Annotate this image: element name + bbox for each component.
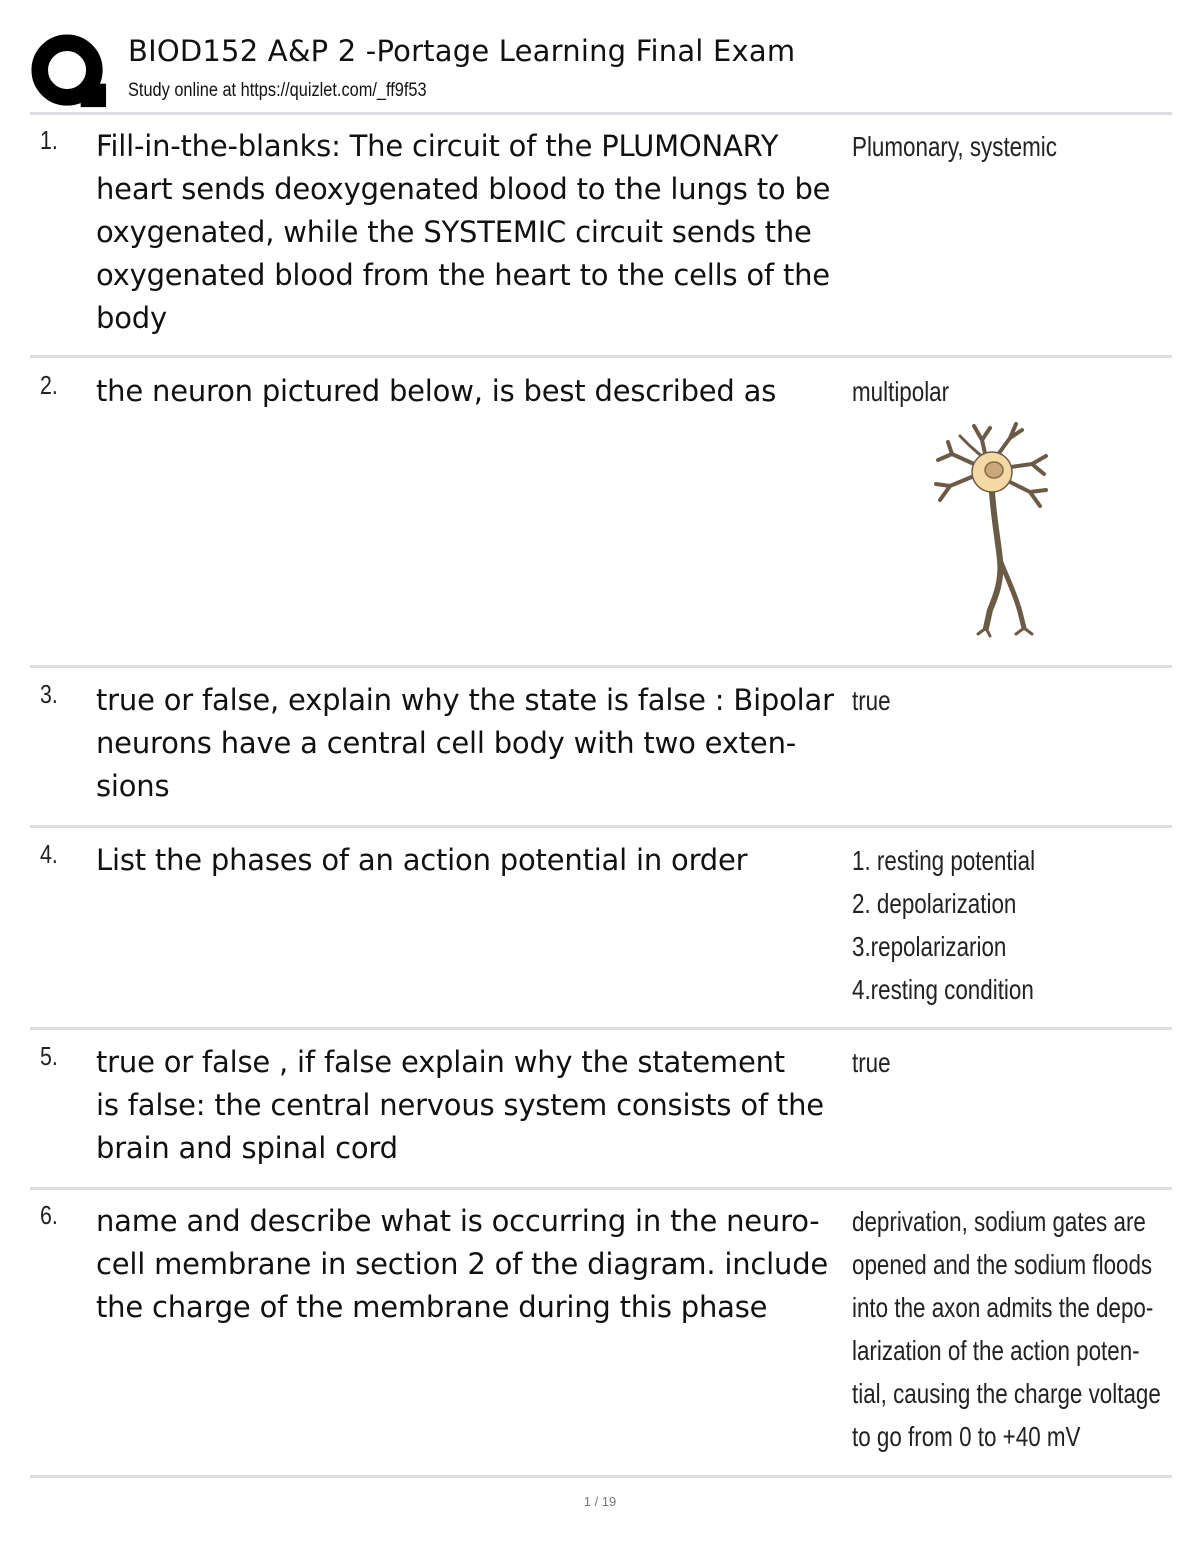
page-indicator: 1 / 19 <box>583 1494 617 1509</box>
card-answer: Plumonary, systemic <box>852 131 1057 162</box>
card-number: 4. <box>40 839 58 869</box>
divider <box>30 355 1172 358</box>
card-number: 3. <box>40 679 58 709</box>
multipolar-neuron-image <box>912 420 1062 638</box>
divider <box>30 665 1172 668</box>
card-answer: 1. resting potential 2. depolarization 3.repolarizarion 4.resting condition <box>852 845 1036 1005</box>
card-answer: deprivation, sodium gates are opened and the sodium floods into the axon admits the depo- larization of the action poten- tial, causing the charge voltage to go from 0 to +40 mV <box>852 1206 1161 1452</box>
quizlet-logo-icon <box>30 32 108 112</box>
card-question: true or false, explain why the state is false : Bipolar neurons have a central cell body with two exten- sions <box>96 683 834 803</box>
card-number: 2. <box>40 370 58 400</box>
card-question: true or false , if false explain why the statement is false: the central nervous system consists of the brain and spinal cord <box>96 1045 824 1165</box>
card-answer: true <box>852 1047 891 1078</box>
card-number: 1. <box>40 125 58 155</box>
card-number: 6. <box>40 1200 58 1230</box>
page-header <box>30 28 1172 112</box>
card-number: 5. <box>40 1041 58 1071</box>
card-question: the neuron pictured below, is best described as <box>96 374 777 408</box>
card-answer: multipolar <box>852 376 950 407</box>
divider <box>30 825 1172 828</box>
card-question: name and describe what is occurring in the neuro- cell membrane in section 2 of the diagram. include the charge of the membrane during this phase <box>96 1204 829 1324</box>
divider <box>30 1475 1172 1478</box>
page-title: BIOD152 A&P 2 -Portage Learning Final Exam <box>128 34 796 68</box>
study-online-link[interactable]: Study online at https://quizlet.com/_ff9f53 <box>128 80 427 101</box>
card-question: List the phases of an action potential in order <box>96 843 748 877</box>
divider <box>30 1027 1172 1030</box>
divider <box>30 1187 1172 1190</box>
card-answer: true <box>852 685 891 716</box>
divider <box>30 112 1172 115</box>
card-question: Fill-in-the-blanks: The circuit of the PLUMONARY heart sends deoxygenated blood to the lungs to be oxygenated, while the SYSTEMIC circuit sends the oxygenated blood from the heart to the cells of the body <box>96 129 831 335</box>
